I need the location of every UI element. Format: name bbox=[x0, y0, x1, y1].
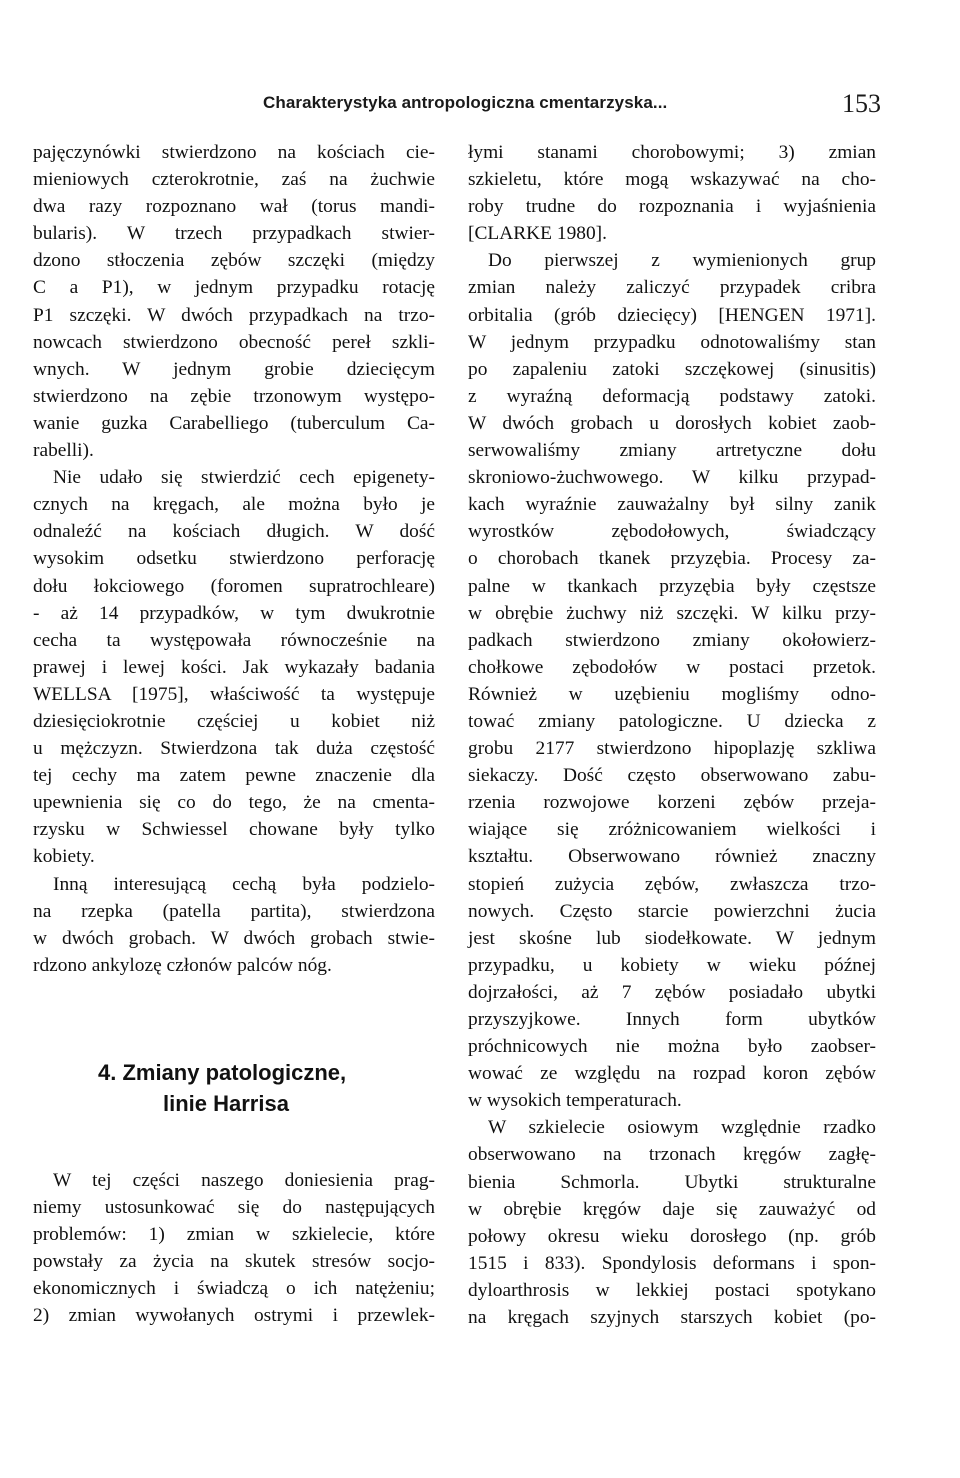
text-line: P1 szczęki. W dwóch przypadkach na trzo- bbox=[33, 304, 435, 326]
text-line: cznych na kręgach, ale można było je bbox=[33, 494, 435, 516]
text-line: dojrzałości, aż 7 zębów posiadało ubytki bbox=[468, 981, 876, 1003]
text-line: odnaleźć na kościach długich. W dość bbox=[33, 521, 435, 543]
text-line: dyloarthrosis w lekkiej postaci spotykano bbox=[468, 1279, 876, 1301]
text-line: W tej części naszego doniesienia prag- bbox=[53, 1169, 435, 1191]
text-line: tej cechy ma zatem pewne znaczenie dla bbox=[33, 765, 435, 787]
paragraph-pathologies bbox=[468, 247, 876, 1114]
text-line: problemów: 1) zmian w szkielecie, które bbox=[33, 1224, 435, 1246]
text-line: C a P1), w jednym przypadku rotację bbox=[33, 277, 435, 299]
text-line: 2) zmian wywołanych ostrymi i przewlek- bbox=[33, 1305, 435, 1327]
paragraph-axial-skeleton bbox=[468, 1114, 876, 1331]
left-column bbox=[33, 139, 435, 1329]
text-line: padkach stwierdzono zmiany okołowierz- bbox=[468, 629, 876, 651]
text-line: palne w tkankach przyzębia były częstsze bbox=[468, 575, 876, 597]
text-line: tować zmiany patologiczne. U dziecka z bbox=[468, 710, 876, 732]
text-line: o chorobach tkanek przyzębia. Procesy za- bbox=[468, 548, 876, 570]
text-line: W szkielecie osiowym względnie rzadko bbox=[488, 1117, 876, 1139]
text-line: nowych. Często starcie powierzchni żucia bbox=[468, 900, 876, 922]
text-line: rzysku w Schwiessel chowane były tylko bbox=[33, 819, 435, 841]
text-line: wnych. W jednym grobie dziecięcym bbox=[33, 358, 435, 380]
text-line: zmian należy zaliczyć przypadek cribra bbox=[468, 277, 876, 299]
text-line: z wyraźną deformacją podstawy zatoki. bbox=[468, 385, 876, 407]
text-line: chołkowe zębodołów w postaci przetok. bbox=[468, 656, 876, 678]
text-line: po zapaleniu zatoki szczękowej (sinusitis) bbox=[468, 358, 876, 380]
text-line: bienia Schmorla. Ubytki strukturalne bbox=[468, 1171, 876, 1193]
text-line: dwa razy rozpoznano wał (torus mandi- bbox=[33, 196, 435, 218]
text-line: niemy ustosunkować się do następujących bbox=[33, 1197, 435, 1218]
section-heading bbox=[33, 1057, 435, 1119]
text-line: kobiety. bbox=[33, 846, 95, 868]
text-line: ekonomicznych i świadczą o ich natężeniu; bbox=[33, 1278, 435, 1300]
text-line: dzono stłoczenia zębów szczęki (między bbox=[33, 250, 435, 272]
text-line: wiające się zróżnicowaniem wielkości i bbox=[468, 819, 876, 841]
paragraph-long-bones bbox=[33, 464, 435, 870]
text-line: w obrębie kręgów daje się zauważyć od bbox=[468, 1198, 876, 1220]
text-line: W dwóch grobach u dorosłych kobiet zaob- bbox=[468, 412, 876, 434]
running-header: Charakterystyka antropologiczna cmentarzyska... bbox=[263, 93, 668, 112]
paragraph-patella bbox=[33, 871, 435, 979]
text-line: - aż 14 przypadków, w tym dwukrotnie bbox=[33, 602, 435, 624]
text-line: rabelli). bbox=[33, 440, 94, 462]
text-line: próchnicowych nie można było zaobser- bbox=[468, 1036, 876, 1058]
right-column bbox=[468, 139, 876, 1331]
spacer bbox=[33, 979, 435, 1057]
text-line: jest skośne lub siodełkowate. W jednym bbox=[468, 927, 876, 949]
text-line: wyrostków zębodołowych, świadczący bbox=[468, 521, 876, 543]
paragraph-continuation bbox=[468, 139, 876, 247]
text-line: u mężczyzn. Stwierdzona tak duża częstość bbox=[33, 738, 435, 760]
text-line: WELLSA [1975], właściwość ta występuje bbox=[33, 683, 435, 705]
text-line: w obrębie żuchwy niż szczęki. W kilku przy- bbox=[468, 602, 876, 624]
text-line: serwowaliśmy zmiany artretyczne dołu bbox=[468, 440, 876, 462]
text-line: wanie guzka Carabelliego (tuberculum Ca- bbox=[33, 412, 435, 434]
text-line: [CLARKE 1980]. bbox=[468, 223, 607, 245]
text-line: cecha ta występowała równocześnie na bbox=[33, 629, 435, 651]
text-line: powstały za życia na skutek stresów socjo- bbox=[33, 1251, 435, 1273]
paragraph-intro-pathology bbox=[33, 1167, 435, 1330]
text-line: pajęczynówki stwierdzono na kościach cie- bbox=[33, 142, 435, 163]
paragraph-epigenetic-dental bbox=[33, 139, 435, 464]
text-line: w dwóch grobach. W dwóch grobach stwie- bbox=[33, 927, 435, 949]
text-line: przyszyjkowe. Innych form ubytków bbox=[468, 1009, 876, 1030]
text-line: wować ze względu na rozpad koron zębów bbox=[468, 1063, 876, 1085]
text-line: przypadku, u kobiety w wieku późnej bbox=[468, 954, 876, 976]
text-line: rzenia rozwojowe korzeni zębów przeja- bbox=[468, 792, 876, 814]
text-line: grobu 2177 stwierdzono hipoplazję szkliwa bbox=[468, 738, 876, 760]
text-line: łymi stanami chorobowymi; 3) zmian bbox=[468, 142, 876, 163]
text-line: Nie udało się stwierdzić cech epigenety- bbox=[53, 467, 435, 489]
text-line: 1515 i 833). Spondylosis deformans i spon- bbox=[468, 1252, 876, 1274]
text-line: na rzepka (patella partita), stwierdzona bbox=[33, 900, 435, 922]
text-line: upewnienia się co do tego, że na cmenta- bbox=[33, 792, 435, 814]
text-line: skroniowo-żuchwowego. W kilku przypad- bbox=[468, 467, 876, 489]
text-line: Inną interesującą cechą była podzielo- bbox=[53, 873, 435, 895]
text-line: kach wyraźnie zauważalny był silny zanik bbox=[468, 494, 876, 516]
text-line: Również w uzębieniu mogliśmy odno- bbox=[468, 683, 876, 705]
text-line: połowy okresu wieku dorosłego (np. grób bbox=[468, 1225, 876, 1247]
text-line: wysokim odsetku stwierdzono perforację bbox=[33, 548, 435, 570]
text-line: nowcach stwierdzono obecność pereł szkli- bbox=[33, 331, 435, 353]
text-line: W jednym przypadku odnotowaliśmy stan bbox=[468, 331, 876, 353]
text-line: roby trudne do rozpoznania i wyjaśnienia bbox=[468, 196, 876, 218]
page-number: 153 bbox=[842, 89, 881, 118]
text-line: mieniowych czterokrotnie, zaś na żuchwie bbox=[33, 169, 435, 191]
text-line: bularis). W trzech przypadkach stwier- bbox=[33, 223, 435, 245]
text-line: stwierdzono na zębie trzonowym występo- bbox=[33, 385, 435, 407]
spacer bbox=[33, 1119, 435, 1167]
text-line: siekaczy. Dość często obserwowano zabu- bbox=[468, 765, 876, 787]
text-line: dołu łokciowego (foromen supratrochleare) bbox=[33, 575, 435, 597]
text-line: stopień zużycia zębów, zwłaszcza trzo- bbox=[468, 873, 876, 895]
text-line: obserwowano na trzonach kręgów zagłę- bbox=[468, 1144, 876, 1166]
text-line: na kręgach szyjnych starszych kobiet (po- bbox=[468, 1307, 876, 1329]
section-heading-line: 4. Zmiany patologiczne, bbox=[98, 1059, 347, 1085]
text-line: rdzono ankylozę członów palców nóg. bbox=[33, 954, 332, 976]
text-line: dziesięciokrotnie częściej u kobiet niż bbox=[33, 710, 435, 732]
text-line: prawej i lewej kości. Jak wykazały badania bbox=[33, 656, 435, 678]
text-line: kształtu. Obserwowano również znaczny bbox=[468, 846, 876, 868]
section-heading-line: linie Harrisa bbox=[163, 1090, 289, 1116]
text-line: w wysokich temperaturach. bbox=[468, 1090, 682, 1112]
text-line: Do pierwszej z wymienionych grup bbox=[488, 250, 876, 272]
text-line: orbitalia (grób dziecięcy) [HENGEN 1971]. bbox=[468, 304, 876, 326]
text-line: szkieletu, które mogą wskazywać na cho- bbox=[468, 169, 876, 191]
